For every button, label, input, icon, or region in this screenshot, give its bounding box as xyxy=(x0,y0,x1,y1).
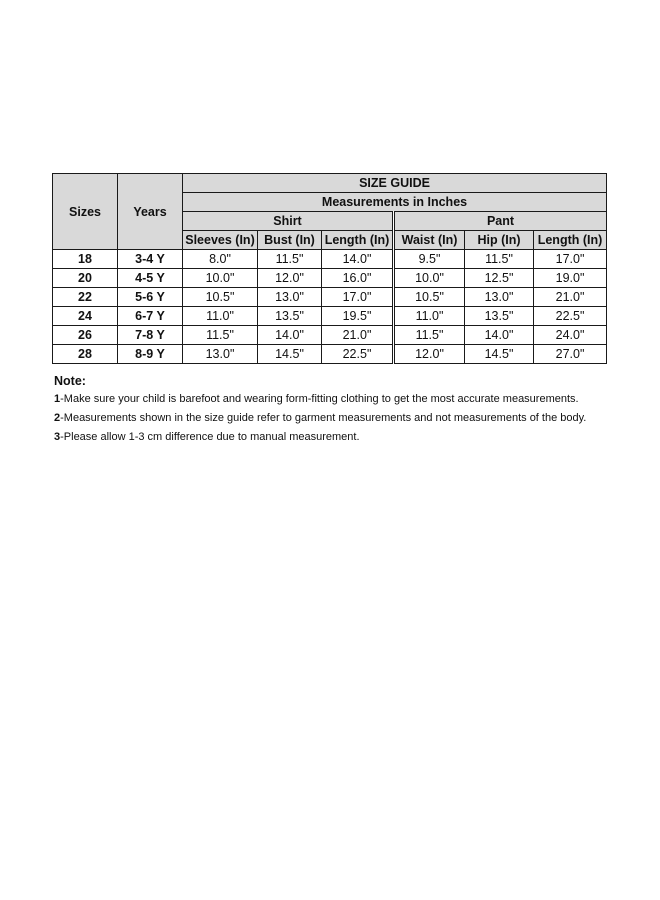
pant-length-cell: 22.5" xyxy=(534,307,607,326)
size-cell: 24 xyxy=(53,307,118,326)
years-cell: 3-4 Y xyxy=(118,250,183,269)
hip-cell: 12.5" xyxy=(465,269,534,288)
bust-cell: 12.0" xyxy=(258,269,322,288)
column-header-hip: Hip (In) xyxy=(465,231,534,250)
years-cell: 4-5 Y xyxy=(118,269,183,288)
table-row xyxy=(53,269,607,288)
note-text: -Make sure your child is barefoot and wearing form-fitting clothing to get the most accurate measurements. xyxy=(60,393,579,405)
size-cell: 20 xyxy=(53,269,118,288)
column-header-sleeves: Sleeves (In) xyxy=(183,231,258,250)
size-cell: 18 xyxy=(53,250,118,269)
sleeves-cell: 11.5" xyxy=(183,326,258,345)
sleeves-cell: 11.0" xyxy=(183,307,258,326)
pant-length-cell: 27.0" xyxy=(534,345,607,364)
column-header-waist: Waist (In) xyxy=(394,231,465,250)
waist-cell: 11.0" xyxy=(394,307,465,326)
bust-cell: 14.5" xyxy=(258,345,322,364)
pant-length-cell: 24.0" xyxy=(534,326,607,345)
table-row xyxy=(53,250,607,269)
table-row xyxy=(53,326,607,345)
sleeves-cell: 8.0" xyxy=(183,250,258,269)
years-header: Years xyxy=(118,174,183,250)
years-cell: 6-7 Y xyxy=(118,307,183,326)
note-text: -Measurements shown in the size guide refer to garment measurements and not measurements of the body. xyxy=(60,412,587,424)
waist-cell: 11.5" xyxy=(394,326,465,345)
waist-cell: 9.5" xyxy=(394,250,465,269)
note-item xyxy=(54,430,654,445)
hip-cell: 14.5" xyxy=(465,345,534,364)
pant-length-cell: 17.0" xyxy=(534,250,607,269)
size-cell: 22 xyxy=(53,288,118,307)
bust-cell: 14.0" xyxy=(258,326,322,345)
sleeves-cell: 10.5" xyxy=(183,288,258,307)
shirt-header: Shirt xyxy=(183,212,394,231)
size-cell: 28 xyxy=(53,345,118,364)
table-title: SIZE GUIDE xyxy=(183,174,607,193)
shirt-length-cell: 17.0" xyxy=(322,288,394,307)
column-header-shirt-length: Length (In) xyxy=(322,231,394,250)
table-row xyxy=(53,307,607,326)
note-number: 3 xyxy=(54,431,61,443)
notes-section xyxy=(54,374,654,449)
column-header-bust: Bust (In) xyxy=(258,231,322,250)
table-row xyxy=(53,288,607,307)
shirt-length-cell: 21.0" xyxy=(322,326,394,345)
bust-cell: 11.5" xyxy=(258,250,322,269)
pant-header: Pant xyxy=(394,212,607,231)
sizes-header: Sizes xyxy=(53,174,118,250)
note-item xyxy=(54,392,654,407)
waist-cell: 12.0" xyxy=(394,345,465,364)
years-cell: 7-8 Y xyxy=(118,326,183,345)
table-subtitle: Measurements in Inches xyxy=(183,193,607,212)
note-number: 2 xyxy=(54,412,61,424)
years-cell: 5-6 Y xyxy=(118,288,183,307)
note-number: 1 xyxy=(54,393,61,405)
table-row xyxy=(53,345,607,364)
sleeves-cell: 10.0" xyxy=(183,269,258,288)
shirt-length-cell: 19.5" xyxy=(322,307,394,326)
hip-cell: 13.0" xyxy=(465,288,534,307)
pant-length-cell: 19.0" xyxy=(534,269,607,288)
hip-cell: 14.0" xyxy=(465,326,534,345)
sleeves-cell: 13.0" xyxy=(183,345,258,364)
bust-cell: 13.5" xyxy=(258,307,322,326)
shirt-length-cell: 14.0" xyxy=(322,250,394,269)
note-text: -Please allow 1-3 cm difference due to manual measurement. xyxy=(60,431,360,443)
pant-length-cell: 21.0" xyxy=(534,288,607,307)
waist-cell: 10.5" xyxy=(394,288,465,307)
shirt-length-cell: 22.5" xyxy=(322,345,394,364)
bust-cell: 13.0" xyxy=(258,288,322,307)
shirt-length-cell: 16.0" xyxy=(322,269,394,288)
years-cell: 8-9 Y xyxy=(118,345,183,364)
size-guide-table xyxy=(52,173,607,364)
column-header-pant-length: Length (In) xyxy=(534,231,607,250)
notes-title: Note: xyxy=(54,374,86,388)
hip-cell: 11.5" xyxy=(465,250,534,269)
note-item xyxy=(54,411,654,426)
waist-cell: 10.0" xyxy=(394,269,465,288)
hip-cell: 13.5" xyxy=(465,307,534,326)
size-cell: 26 xyxy=(53,326,118,345)
